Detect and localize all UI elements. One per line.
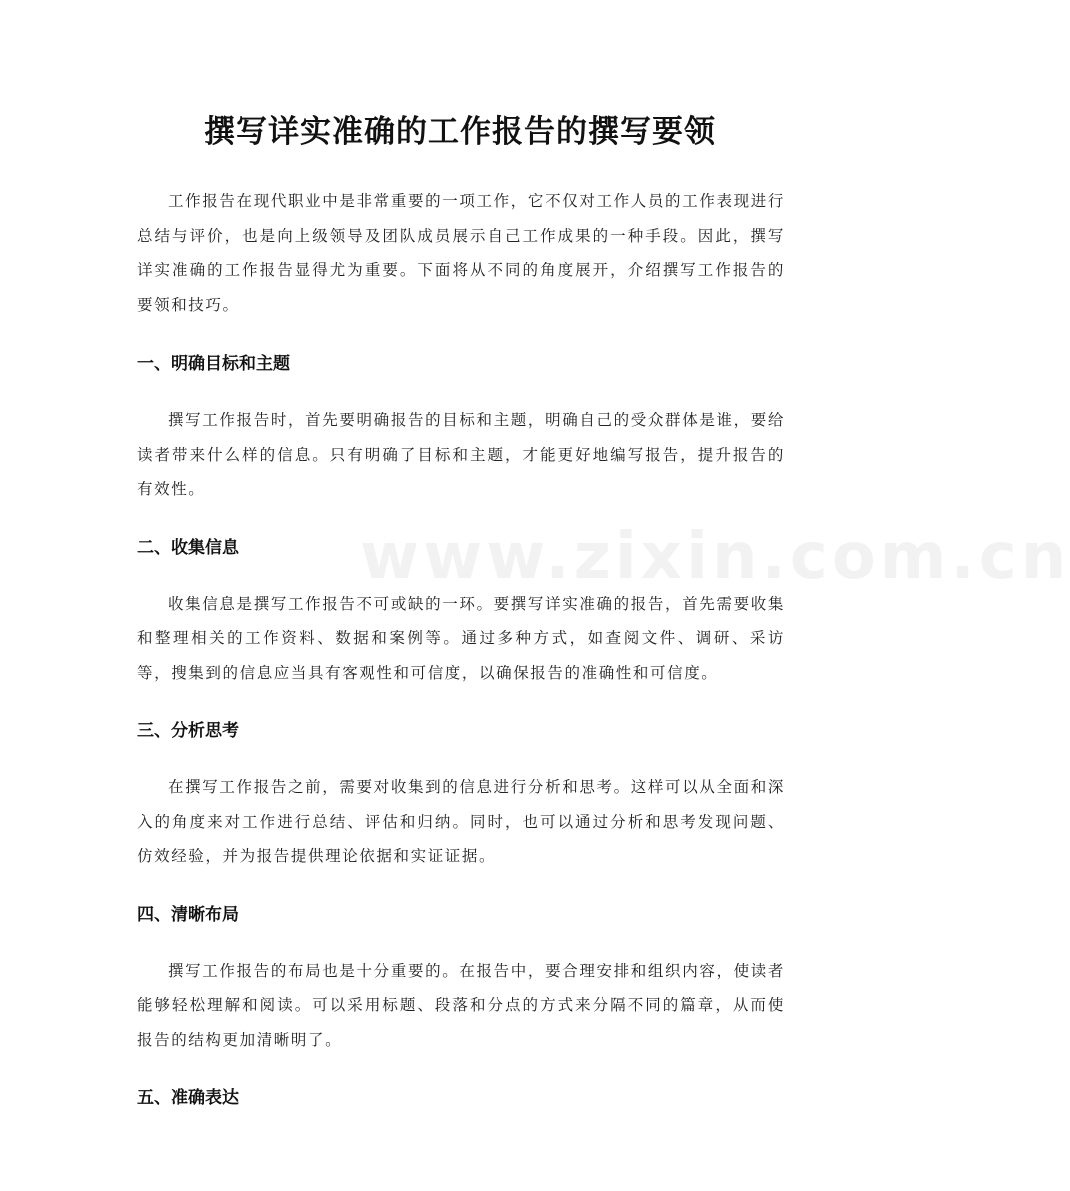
section-heading-3: 三、分析思考 (137, 721, 239, 741)
section-body-3: 在撰写工作报告之前，需要对收集到的信息进行分析和思考。这样可以从全面和深入的角度来对工作进行总结、评估和归纳。同时，也可以通过分析和思考发现问题、仿效经验，并为报告提供理论依据和实证证据。 (137, 778, 785, 865)
section-body-4: 撰写工作报告的布局也是十分重要的。在报告中，要合理安排和组织内容，使读者能够轻松理解和阅读。可以采用标题、段落和分点的方式来分隔不同的篇章，从而使报告的结构更加清晰明了。 (137, 961, 785, 1049)
section-heading-4: 四、清晰布局 (137, 904, 239, 925)
section-body-2: 收集信息是撰写工作报告不可或缺的一环。要撰写详实准确的报告，首先需要收集和整理相关的工作资料、数据和案例等。通过多种方式，如查阅文件、调研、采访等，搜集到的信息应当具有客观性和可信度，以确保报告的准确性和可信度。 (137, 594, 785, 682)
watermark: www.zixin.com.cn (360, 520, 1070, 594)
section-heading-2: 二、收集信息 (137, 537, 239, 558)
section-body-1: 撰写工作报告时，首先要明确报告的目标和主题，明确自己的受众群体是谁，要给读者带来什么样的信息。只有明确了目标和主题，才能更好地编写报告，提升报告的有效性。 (137, 411, 785, 498)
section-heading-5: 五、准确表达 (137, 1088, 239, 1108)
document-body (137, 184, 785, 1137)
intro-paragraph: 工作报告在现代职业中是非常重要的一项工作，它不仅对工作人员的工作表现进行总结与评价，也是向上级领导及团队成员展示自己工作成果的一种手段。因此，撰写详实准确的工作报告显得尤为重要。下面将从不同的角度展开，介绍撰写工作报告的要领和技巧。 (137, 192, 785, 314)
document-title: 撰写详实准确的工作报告的撰写要领 (204, 114, 716, 150)
section-heading-1: 一、明确目标和主题 (137, 354, 290, 374)
